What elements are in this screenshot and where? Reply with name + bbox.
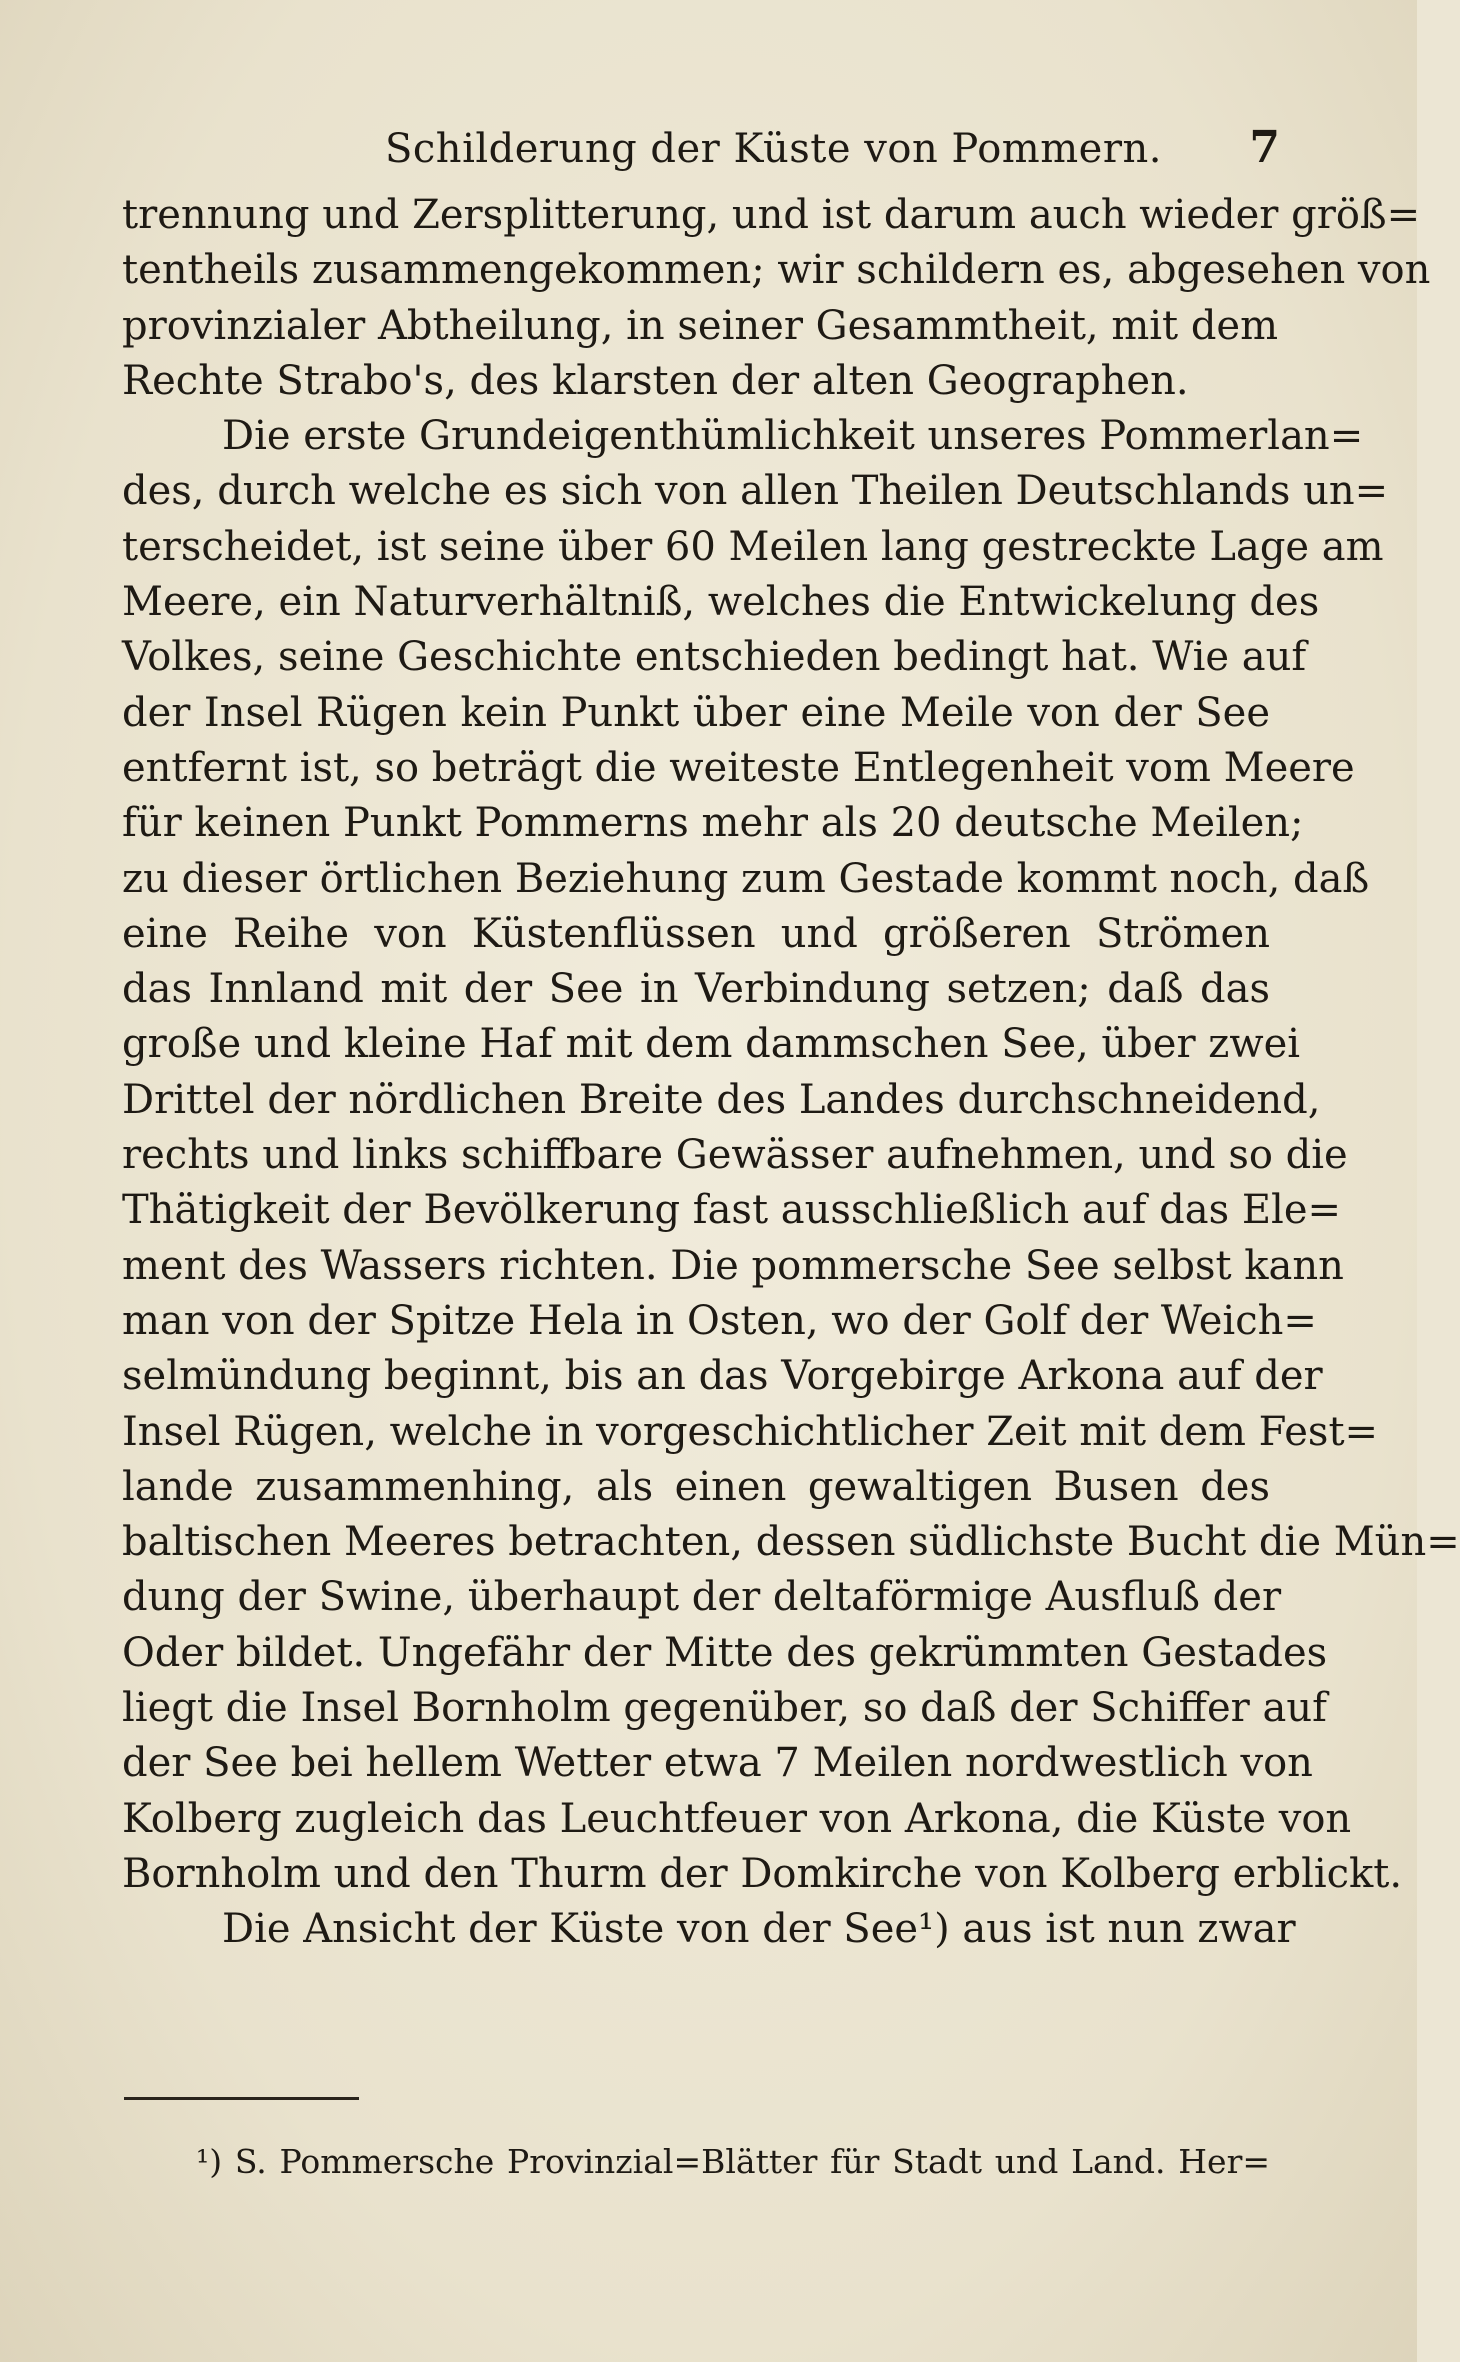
text-line: Volkes, seine Geschichte entschieden bedingt hat. Wie auf: [122, 634, 1307, 681]
text-line: Thätigkeit der Bevölkerung fast ausschließlich auf das Ele=: [122, 1187, 1342, 1234]
text-line: selmündung beginnt, bis an das Vorgebirge Arkona auf der: [122, 1353, 1323, 1400]
text-line: dung der Swine, überhaupt der deltaförmige Ausfluß der: [122, 1574, 1282, 1621]
text-line: Insel Rügen, welche in vorgeschichtlicher Zeit mit dem Fest=: [122, 1408, 1379, 1455]
text-line: ment des Wassers richten. Die pommersche See selbst kann: [122, 1242, 1344, 1289]
text-line: der Insel Rügen kein Punkt über eine Meile von der See: [122, 689, 1270, 736]
text-line: große und kleine Haf mit dem dammschen See, über zwei: [122, 1021, 1301, 1068]
text-line: liegt die Insel Bornholm gegenüber, so daß der Schiffer auf: [122, 1685, 1327, 1732]
text-line: Die erste Grundeigenthümlichkeit unseres Pommerlan=: [222, 413, 1364, 460]
text-line: des, durch welche es sich von allen Theilen Deutschlands un=: [122, 468, 1389, 515]
text-line: Die Ansicht der Küste von der See¹) aus ist nun zwar: [222, 1906, 1296, 1953]
text-line: der See bei hellem Wetter etwa 7 Meilen nordwestlich von: [122, 1740, 1313, 1787]
text-line: lande zusammenhing, als einen gewaltigen Busen des: [122, 1463, 1270, 1510]
body-text: [122, 188, 1460, 1958]
text-line: tentheils zusammengekommen; wir schildern es, abgesehen von: [122, 247, 1431, 294]
footnote-divider: [124, 2097, 359, 2100]
text-line: Oder bildet. Ungefähr der Mitte des gekrümmten Gestades: [122, 1629, 1328, 1676]
text-line: Drittel der nördlichen Breite des Landes durchschneidend,: [122, 1076, 1321, 1123]
text-line: für keinen Punkt Pommerns mehr als 20 deutsche Meilen;: [122, 800, 1304, 847]
text-line: Meere, ein Naturverhältniß, welches die Entwickelung des: [122, 579, 1320, 626]
text-line: rechts und links schiffbare Gewässer aufnehmen, und so die: [122, 1132, 1348, 1179]
page-header: [385, 122, 1280, 186]
text-line: baltischen Meeres betrachten, dessen südlichste Bucht die Mün=: [122, 1519, 1460, 1566]
running-title: Schilderung der Küste von Pommern.: [385, 126, 1162, 172]
text-line: eine Reihe von Küstenflüssen und größeren Strömen: [122, 910, 1270, 957]
text-line: Bornholm und den Thurm der Domkirche von Kolberg erblickt.: [122, 1850, 1403, 1897]
text-line: Kolberg zugleich das Leuchtfeuer von Arkona, die Küste von: [122, 1795, 1352, 1842]
text-line: man von der Spitze Hela in Osten, wo der Golf der Weich=: [122, 1297, 1317, 1344]
text-line: trennung und Zersplitterung, und ist darum auch wieder größ=: [122, 192, 1421, 238]
text-line: terscheidet, ist seine über 60 Meilen lang gestreckte Lage am: [122, 523, 1384, 570]
footnote: ¹) S. Pommersche Provinzial=Blätter für Stadt und Land. Her=: [196, 2142, 1270, 2181]
text-line: Rechte Strabo's, des klarsten der alten Geographen.: [122, 357, 1189, 404]
text-line: zu dieser örtlichen Beziehung zum Gestade kommt noch, daß: [122, 855, 1370, 902]
text-line: entfernt ist, so beträgt die weiteste Entlegenheit vom Meere: [122, 744, 1355, 791]
text-line: das Innland mit der See in Verbindung setzen; daß das: [122, 966, 1270, 1013]
text-line: provinzialer Abtheilung, in seiner Gesammtheit, mit dem: [122, 302, 1279, 349]
page-number: 7: [1249, 122, 1280, 173]
